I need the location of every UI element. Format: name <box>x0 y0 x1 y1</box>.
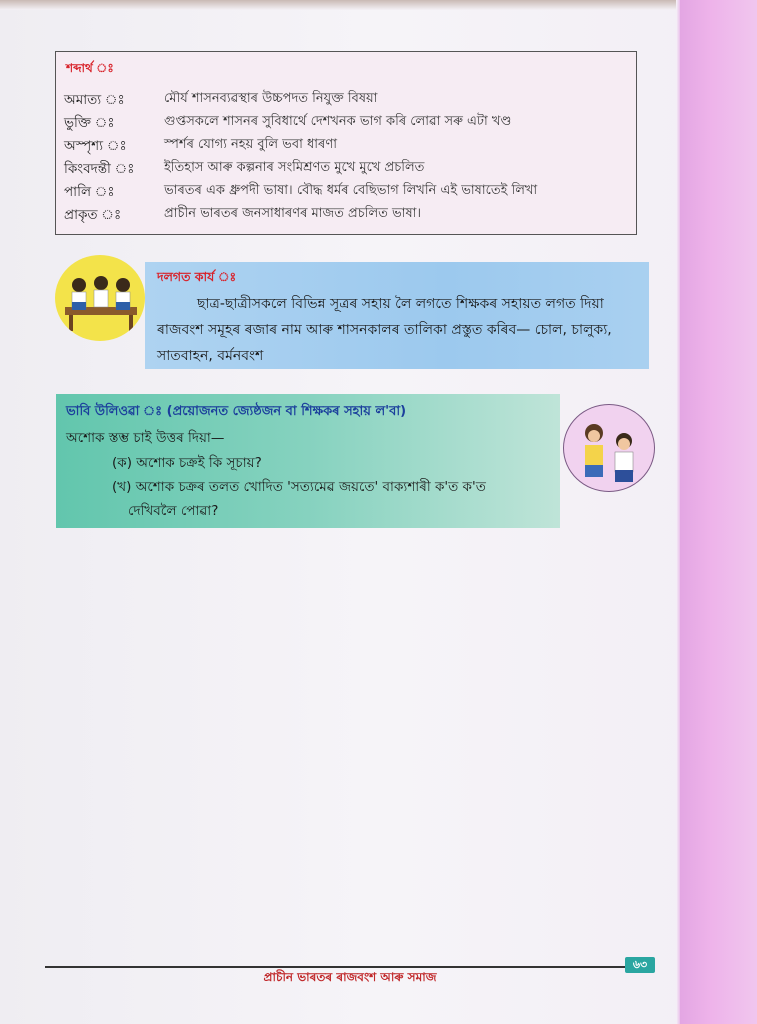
students-at-desk-icon <box>55 255 145 341</box>
glossary-title: শব্দাৰ্থ ঃ <box>66 61 114 75</box>
glossary-entry <box>56 181 636 201</box>
page-number: ৬৩ <box>625 957 655 973</box>
glossary-definition: স্পৰ্শৰ যোগ্য নহয় বুলি ভবা ধাৰণা <box>164 137 337 152</box>
glossary-definition: প্ৰাচীন ভাৰতৰ জনসাধাৰণৰ মাজত প্ৰচলিত ভাষা। <box>164 206 422 221</box>
glossary-definition: গুপ্তসকলে শাসনৰ সুবিধাৰ্থে দেশখনক ভাগ কৰি লোৱা সৰু এটা খণ্ড <box>164 114 512 129</box>
think-prompt: অশোক স্তম্ভ চাই উত্তৰ দিয়া— <box>66 430 225 446</box>
glossary-definition: ভাৰতৰ এক ধ্ৰুপদী ভাষা। বৌদ্ধ ধৰ্মৰ বেছিভাগ লিখনি এই ভাষাতেই লিখা <box>164 183 538 198</box>
glossary-entry <box>56 204 636 224</box>
glossary-entry <box>56 112 636 132</box>
glossary-definition: ইতিহাস আৰু কল্পনাৰ সংমিশ্ৰণত মুখে মুখে প্ৰচলিত <box>164 160 425 175</box>
group-work-title: দলগত কাৰ্য ঃ <box>157 269 237 284</box>
glossary-term: পালি ঃ <box>64 184 115 200</box>
thinking-children-illustration <box>563 404 655 492</box>
group-work-panel <box>145 262 649 369</box>
glossary-entry <box>56 158 636 178</box>
glossary-term: কিংবদন্তী ঃ <box>64 161 135 177</box>
glossary-term: প্ৰাকৃত ঃ <box>64 207 122 223</box>
think-question-b: (খ) অশোক চক্ৰৰ তলত খোদিত 'সত্যমেৱ জয়তে' বাক্যশাৰী ক'ত ক'ত <box>112 479 486 495</box>
group-work-text-line: সাতবাহন, বৰ্মনবংশ <box>157 348 264 364</box>
glossary-definition: মৌৰ্য শাসনব্যৱস্থাৰ উচ্চপদত নিযুক্ত বিষয়া <box>164 91 378 106</box>
glossary-box <box>55 51 637 235</box>
think-question-b-cont: দেখিবলৈ পোৱা? <box>128 503 219 519</box>
glossary-entry <box>56 89 636 109</box>
glossary-entry <box>56 135 636 155</box>
think-title: ভাবি উলিওৱা ঃ (প্ৰয়োজনত জ্যেষ্ঠজন বা শিক্ষকৰ সহায় ল'বা) <box>66 404 407 419</box>
footer-rule <box>45 966 645 968</box>
group-work-text-line: ৰাজবংশ সমূহৰ ৰজাৰ নাম আৰু শাসনকালৰ তালিকা প্ৰস্তুত কৰিব— চোল, চালুক্য, <box>157 322 612 338</box>
group-work-illustration <box>55 255 145 341</box>
think-panel <box>56 394 560 528</box>
thinking-children-icon <box>564 405 654 491</box>
glossary-term: ভুক্তি ঃ <box>64 115 115 131</box>
glossary-term: অস্পৃশ্য ঃ <box>64 138 127 154</box>
glossary-term: অমাত্য ঃ <box>64 92 125 108</box>
group-work-text-line: ছাত্ৰ-ছাত্ৰীসকলে বিভিন্ন সূত্ৰৰ সহায় লৈ লগতে শিক্ষকৰ সহায়ত লগত দিয়া <box>197 296 604 312</box>
top-edge-shadow <box>0 0 700 10</box>
think-question-a: (ক) অশোক চক্ৰই কি সূচায়? <box>112 455 262 471</box>
side-color-strip <box>680 0 757 1024</box>
footer-title: প্ৰাচীন ভাৰতৰ ৰাজবংশ আৰু সমাজ <box>263 970 437 984</box>
